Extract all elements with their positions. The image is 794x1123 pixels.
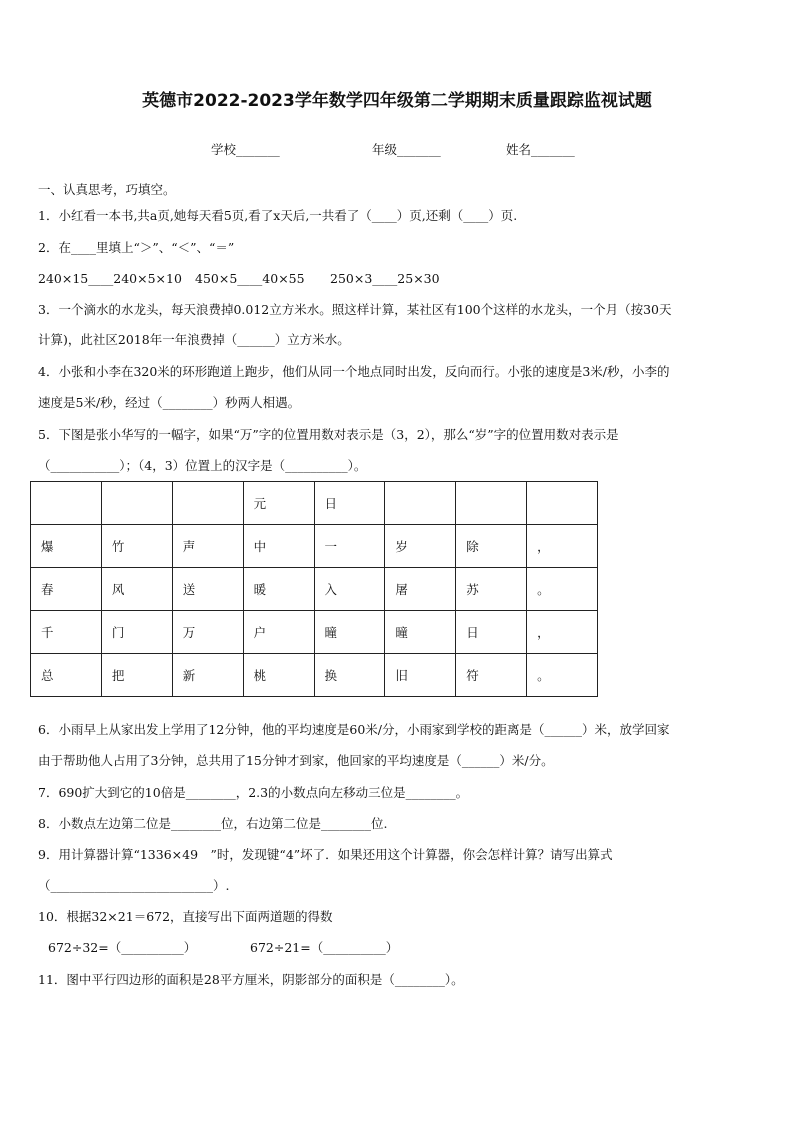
question-3: 3．一个滴水的水龙头，每天浪费掉0.012立方米水。照这样计算，某社区有100个这样的水龙头，一个月（按30天 (38, 302, 672, 317)
table-cell: 岁 (385, 525, 456, 568)
table-cell (101, 482, 172, 525)
table-cell: 旧 (385, 654, 456, 697)
table-cell: 门 (101, 611, 172, 654)
school-field: 学校_______ (211, 142, 280, 157)
table-cell: 。 (527, 568, 598, 611)
question-11: 11．图中平行四边形的面积是28平方厘米，阴影部分的面积是（________）。 (38, 972, 464, 987)
table-cell: 春 (31, 568, 102, 611)
table-cell: 。 (527, 654, 598, 697)
name-field: 姓名_______ (506, 142, 575, 157)
table-cell: 新 (172, 654, 243, 697)
table-cell (385, 482, 456, 525)
question-2-item: 450×5____40×55 (195, 271, 305, 286)
table-cell: 竹 (101, 525, 172, 568)
question-6-cont: 由于帮助他人占用了3分钟，总共用了15分钟才到家，他回家的平均速度是（______）米/分。 (38, 753, 554, 768)
table-cell (456, 482, 527, 525)
table-cell: 把 (101, 654, 172, 697)
table-cell: 日 (456, 611, 527, 654)
question-9-cont: （__________________________）. (38, 878, 230, 893)
table-cell: 符 (456, 654, 527, 697)
table-cell: 桃 (243, 654, 314, 697)
question-5-cont: （___________）；（4，3）位置上的汉字是（__________）。 (38, 458, 367, 473)
page-title: 英德市2022-2023学年数学四年级第二学期期末质量跟踪监视试题 (142, 91, 652, 111)
section-heading: 一、认真思考，巧填空。 (38, 182, 176, 197)
table-cell: 户 (243, 611, 314, 654)
table-row (31, 654, 598, 697)
table-cell: 日 (314, 482, 385, 525)
question-2-item: 240×15____240×5×10 (38, 271, 182, 286)
table-cell (172, 482, 243, 525)
question-10-item: 672÷21=（__________） (250, 940, 399, 955)
table-cell: 暖 (243, 568, 314, 611)
question-9: 9．用计算器计算“1336×49 ”时，发现键“4”坏了．如果还用这个计算器，你会怎样计算？请写出算式 (38, 847, 613, 862)
question-2-item: 250×3____25×30 (330, 271, 440, 286)
table-cell: 换 (314, 654, 385, 697)
table-cell: 苏 (456, 568, 527, 611)
question-2: 2．在____里填上“＞”、“＜”、“＝” (38, 240, 235, 255)
table-cell: 屠 (385, 568, 456, 611)
table-cell: 万 (172, 611, 243, 654)
student-info-row (0, 142, 794, 158)
question-3-cont: 计算)，此社区2018年一年浪费掉（______）立方米水。 (38, 332, 350, 347)
table-cell: 中 (243, 525, 314, 568)
question-7: 7．690扩大到它的10倍是________，2.3的小数点向左移动三位是________。 (38, 785, 469, 800)
table-row (31, 525, 598, 568)
table-cell (527, 482, 598, 525)
table-row (31, 611, 598, 654)
question-8: 8．小数点左边第二位是________位，右边第二位是________位. (38, 816, 388, 831)
grade-field: 年级_______ (372, 142, 441, 157)
table-cell: 一 (314, 525, 385, 568)
table-cell: 送 (172, 568, 243, 611)
table-cell: 千 (31, 611, 102, 654)
table-cell: 入 (314, 568, 385, 611)
table-row (31, 482, 598, 525)
table-cell: 曈 (385, 611, 456, 654)
table-cell (31, 482, 102, 525)
question-4-cont: 速度是5米/秒，经过（________）秒两人相遇。 (38, 395, 301, 410)
question-4: 4．小张和小李在320米的环形跑道上跑步，他们从同一个地点同时出发，反向而行。小张的速度是3米/秒，小李的 (38, 364, 670, 379)
question-6: 6．小雨早上从家出发上学用了12分钟，他的平均速度是60米/分，小雨家到学校的距离是（______）米，放学回家 (38, 722, 670, 737)
table-cell: 曈 (314, 611, 385, 654)
question-1: 1．小红看一本书,共a页,她每天看5页,看了x天后,一共看了（____）页,还剩（____）页. (38, 208, 518, 223)
table-cell: ， (527, 525, 598, 568)
table-cell: 爆 (31, 525, 102, 568)
question-10: 10．根据32×21＝672，直接写出下面两道题的得数 (38, 909, 333, 924)
table-cell: 元 (243, 482, 314, 525)
table-cell: 风 (101, 568, 172, 611)
table-cell: 声 (172, 525, 243, 568)
table-cell: 除 (456, 525, 527, 568)
question-10-item: 672÷32=（__________） (48, 940, 197, 955)
question-5: 5．下图是张小华写的一幅字，如果“万”字的位置用数对表示是（3，2），那么“岁”字的位置用数对表示是 (38, 427, 619, 442)
table-cell: 总 (31, 654, 102, 697)
table-row (31, 568, 598, 611)
poem-grid-table (30, 481, 598, 697)
table-cell: ， (527, 611, 598, 654)
